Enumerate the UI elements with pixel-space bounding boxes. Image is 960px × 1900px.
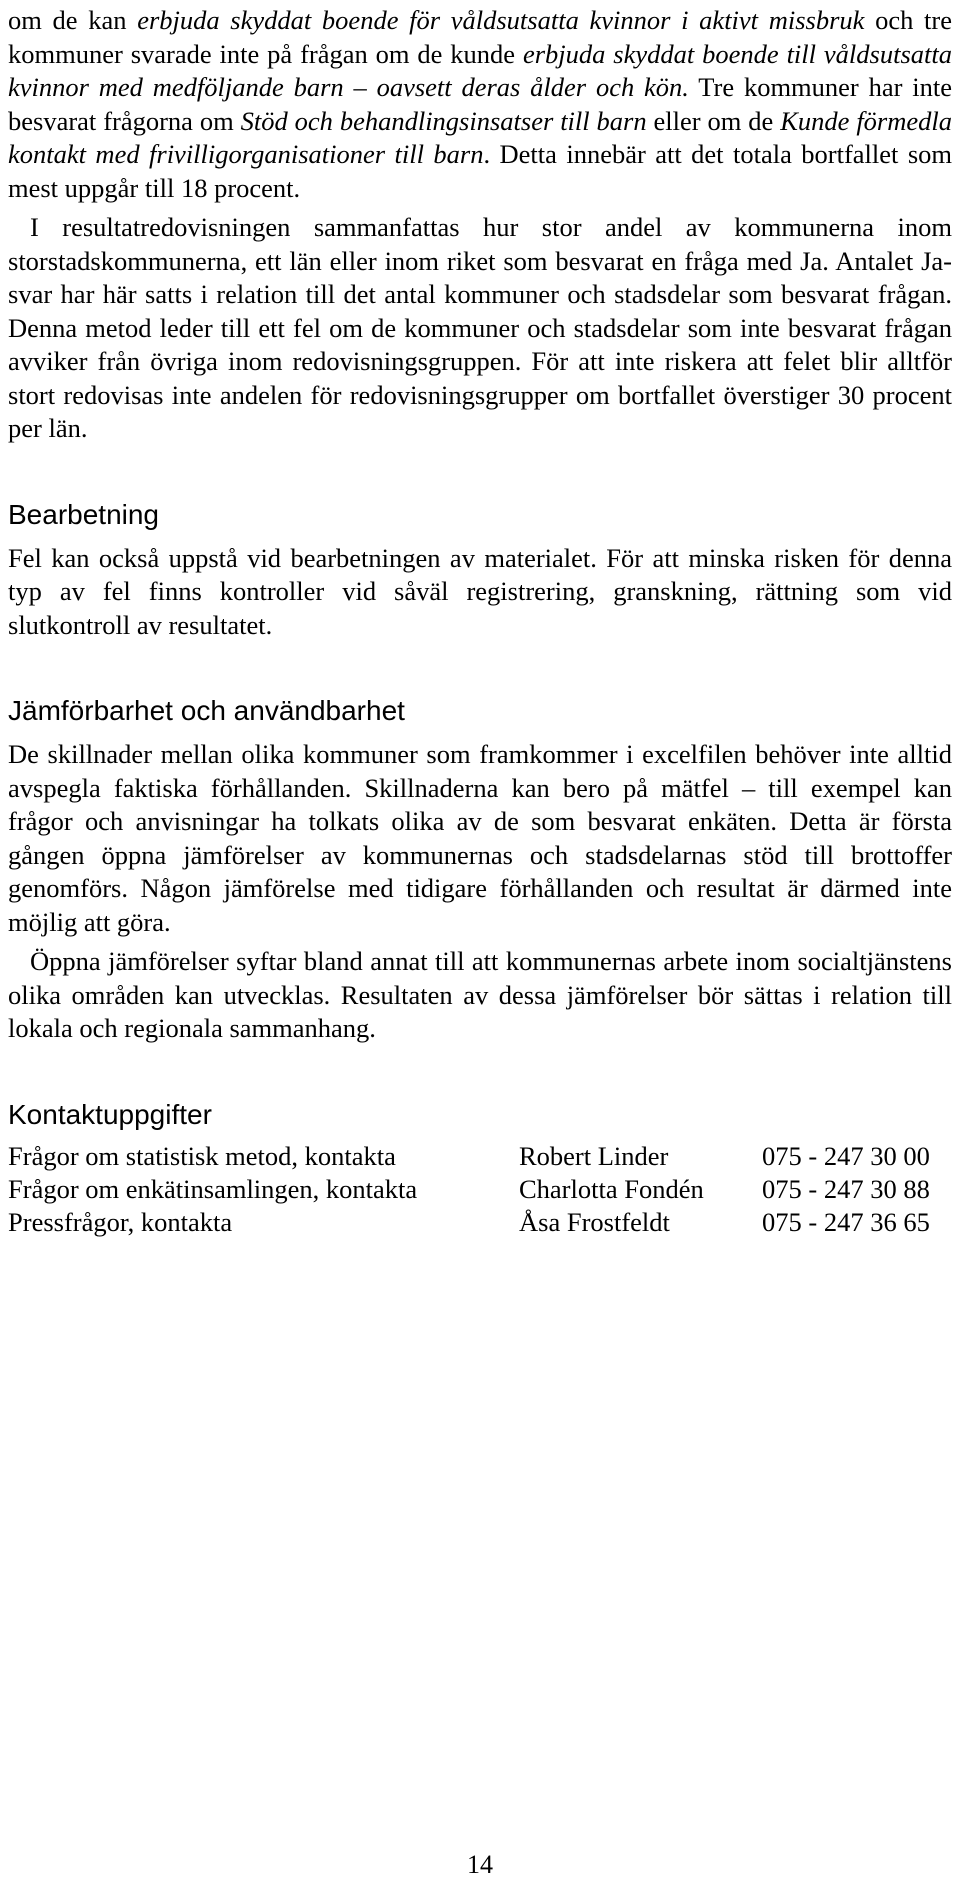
page-number: 14 (467, 1850, 493, 1879)
intro-paragraph-1 (8, 4, 952, 205)
intro-paragraph-2: I resultatredovisningen sammanfattas hur stor andel av kommunerna inom storstadskommunerna, ett län eller inom riket som besvarat en fråga med Ja. Antalet Ja-svar har här satts i relation till det antal kommuner och stadsdelar som besvarat frågan. Denna metod leder till ett fel om de kommuner och stadsdelar som inte besvarat frågan avviker från övriga inom redovisningsgruppen. För att inte riskera att felet blir alltför stort redovisas inte andelen för redovisningsgrupper om bortfallet överstiger 30 procent per län. (8, 212, 952, 443)
contact-description: Pressfrågor, kontakta (8, 1206, 233, 1237)
intro-p1-seg: och tre kommuner svarade inte på frågan om de kunde (8, 5, 953, 69)
contact-row (8, 1173, 930, 1206)
intro-p1-seg: Tre kommuner har inte besvarat frågorna om (8, 72, 952, 136)
contact-phone: 075 - 247 30 88 (762, 1173, 930, 1204)
intro-p1-seg: Stöd och behandlingsinsatser till barn (240, 105, 647, 136)
bearbetning-paragraph: Fel kan också uppstå vid bearbetningen av materialet. För att minska risken för denna typ av fel finns kontroller vid såväl registrering, granskning, rättning som vid slutkontroll av resultatet. (8, 542, 952, 640)
contact-name: Åsa Frostfeldt (519, 1206, 670, 1237)
contact-phone: 075 - 247 36 65 (762, 1206, 930, 1237)
intro-p1-seg: erbjuda skyddat boende till våldsutsatta kvinnor med medföljande barn – oavsett deras ålder och kön. (8, 38, 953, 102)
jamforbarhet-paragraph-1: De skillnader mellan olika kommuner som framkommer i excelfilen behöver inte alltid avspegla faktiska förhållanden. Skillnaderna kan bero på mätfel – till exempel kan frågor och anvisningar ha tolkats olika av de som besvarat enkäten. Detta är första gången öppna jämförelser av kommunernas och stadsdelarnas stöd till brottoffer genomförs. Någon jämförelse med tidigare förhållanden och resultat är därmed inte möjlig att göra. (8, 739, 952, 937)
contact-description: Frågor om enkätinsamlingen, kontakta (8, 1173, 418, 1204)
contact-phone: 075 - 247 30 00 (762, 1140, 930, 1171)
contact-row (8, 1140, 930, 1173)
contact-row (8, 1206, 930, 1239)
intro-p1-seg: eller om de (646, 105, 781, 136)
intro-p1-seg: om de kan (8, 5, 138, 35)
contact-table (8, 1140, 930, 1239)
document-page (8, 4, 952, 1239)
intro-p1-seg: erbjuda skyddat boende för våldsutsatta kvinnor i aktivt missbruk (137, 5, 865, 35)
intro-p1-seg: Kunde förmedla kontakt med frivilligorganisationer till barn (8, 105, 953, 169)
intro-p1-seg: . Detta innebär att det totala bortfallet som mest uppgår till 18 procent. (8, 139, 953, 203)
section-heading-kontakt: Kontaktuppgifter (8, 1098, 212, 1130)
section-heading-jamforbarhet: Jämförbarhet och användbarhet (8, 695, 405, 726)
contact-description: Frågor om statistisk metod, kontakta (8, 1140, 396, 1171)
jamforbarhet-paragraph-2: Öppna jämförelser syftar bland annat till att kommunernas arbete inom socialtjänstens olika områden kan utvecklas. Resultaten av dessa jämförelser bör sättas i relation till lokala och regionala sammanhang. (8, 946, 952, 1043)
contact-name: Charlotta Fondén (519, 1173, 704, 1204)
section-heading-bearbetning: Bearbetning (8, 498, 160, 530)
contact-name: Robert Linder (519, 1140, 669, 1171)
